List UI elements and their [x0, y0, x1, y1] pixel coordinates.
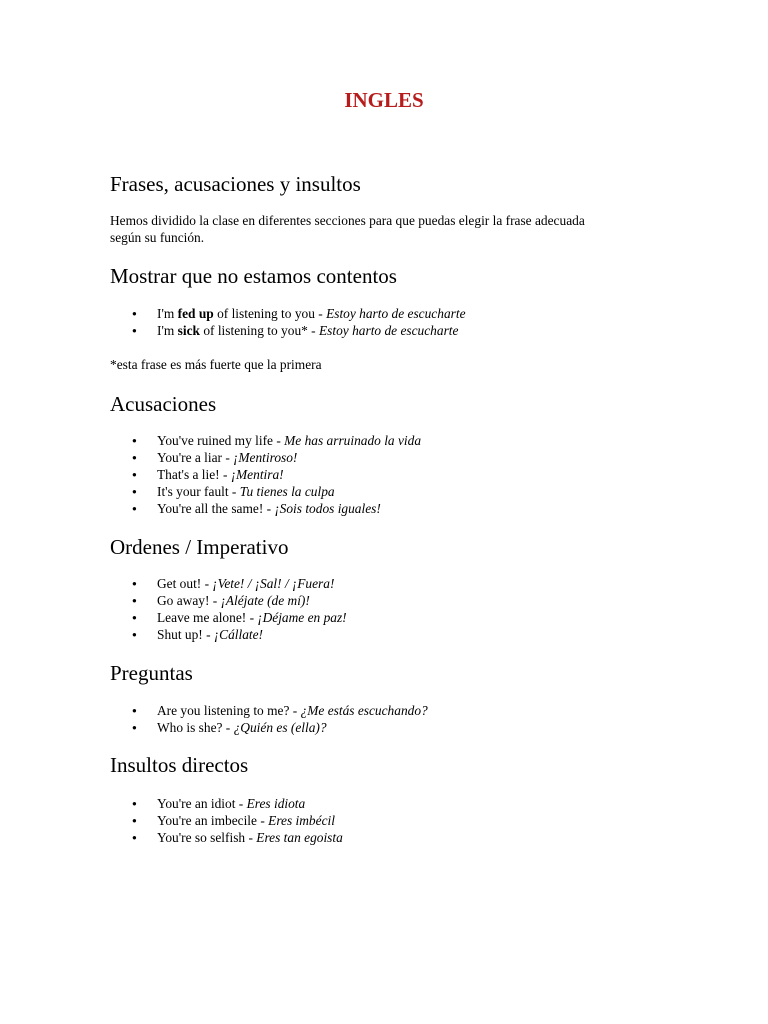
keyword: sick — [177, 323, 200, 338]
heading-ordenes: Ordenes / Imperativo — [110, 535, 289, 559]
list-item: ● Who is she? - ¿Quién es (ella)? — [110, 719, 428, 736]
list-item: ● Leave me alone! - ¡Déjame en paz! — [110, 609, 347, 626]
list-contentos — [110, 305, 466, 339]
translation: Eres imbécil — [268, 813, 335, 828]
list-item: ● Are you listening to me? - ¿Me estás escuchando? — [110, 702, 428, 719]
translation: ¡Sois todos iguales! — [274, 501, 381, 516]
translation: Me has arruinado la vida — [284, 433, 422, 448]
translation: ¿Quién es (ella)? — [233, 720, 327, 735]
list-item: ● You're an imbecile - Eres imbécil — [110, 812, 343, 829]
list-item: ● You're so selfish - Eres tan egoista — [110, 829, 343, 846]
list-item: ● That's a lie! - ¡Mentira! — [110, 466, 421, 483]
list-item: ● You're an idiot - Eres idiota — [110, 795, 343, 812]
list-preguntas — [110, 702, 428, 736]
translation: ¡Mentiroso! — [233, 450, 298, 465]
heading-acusaciones: Acusaciones — [110, 392, 217, 416]
document-title: INGLES — [344, 88, 424, 112]
list-item: ● You're all the same! - ¡Sois todos iguales! — [110, 500, 421, 517]
heading-frases: Frases, acusaciones y insultos — [110, 172, 361, 196]
heading-insultos: Insultos directos — [110, 753, 249, 777]
list-insultos — [110, 795, 343, 846]
translation: Tu tienes la culpa — [239, 484, 335, 499]
translation: ¡Vete! / ¡Sal! / ¡Fuera! — [212, 576, 335, 591]
list-item: ● You're a liar - ¡Mentiroso! — [110, 449, 421, 466]
translation: Estoy harto de escucharte — [326, 306, 466, 321]
list-acusaciones — [110, 432, 421, 517]
list-item: ● Shut up! - ¡Cállate! — [110, 626, 347, 643]
list-item: ● I'm sick of listening to you* - Estoy harto de escucharte — [110, 322, 466, 339]
keyword: fed up — [177, 306, 214, 321]
translation: ¡Déjame en paz! — [257, 610, 347, 625]
heading-contentos: Mostrar que no estamos contentos — [110, 264, 397, 288]
translation: ¡Mentira! — [230, 467, 284, 482]
list-item: ● Go away! - ¡Aléjate (de mí)! — [110, 592, 347, 609]
translation: ¡Aléjate (de mí)! — [220, 593, 310, 608]
footnote: *esta frase es más fuerte que la primera — [110, 357, 322, 372]
intro-paragraph: Hemos dividido la clase en diferentes secciones para que puedas elegir la frase adecuada según su función. — [110, 213, 585, 245]
list-ordenes — [110, 575, 347, 643]
translation: Eres tan egoista — [256, 830, 343, 845]
list-item: ● You've ruined my life - Me has arruinado la vida — [110, 432, 421, 449]
list-item: ● Get out! - ¡Vete! / ¡Sal! / ¡Fuera! — [110, 575, 347, 592]
translation: ¿Me estás escuchando? — [300, 703, 428, 718]
heading-preguntas: Preguntas — [110, 661, 193, 685]
list-item: ● I'm fed up of listening to you - Estoy harto de escucharte — [110, 305, 466, 322]
translation: Estoy harto de escucharte — [319, 323, 459, 338]
list-item: ● It's your fault - Tu tienes la culpa — [110, 483, 421, 500]
translation: ¡Cállate! — [213, 627, 264, 642]
translation: Eres idiota — [246, 796, 306, 811]
